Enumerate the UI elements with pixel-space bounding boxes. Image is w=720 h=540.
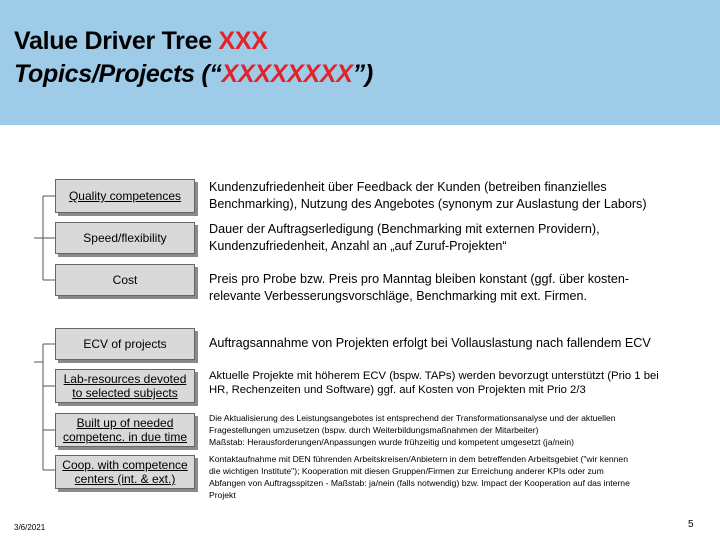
description-line: Auftragsannahme von Projekten erfolgt bei Vollauslastung nach fallendem ECV xyxy=(209,336,651,350)
driver-box-speed xyxy=(55,222,195,254)
description-line: Preis pro Probe bzw. Preis pro Manntag bleiben konstant (ggf. über kosten- xyxy=(209,272,630,286)
driver-box-ecv xyxy=(55,328,195,360)
description-line: Kundenzufriedenheit über Feedback der Kunden (betreiben finanzielles xyxy=(209,180,607,194)
description-line: Aktuelle Projekte mit höherem ECV (bspw. TAPs) werden bevorzugt unterstützt (Prio 1 bei xyxy=(209,370,659,382)
driver-description-speed xyxy=(209,221,709,255)
description-line: Abfangen von Auftragsspitzen - Maßstab: ja/nein (falls notwendig) bzw. Impact der Kooperation auf das interne xyxy=(209,478,630,488)
driver-description-built-up xyxy=(209,412,709,448)
driver-description-lab-resources xyxy=(209,369,709,397)
description-line: Fragestellungen umzusetzen (bspw. durch Weiterbildungsmaßnahmen der Mitarbeiter) xyxy=(209,425,539,435)
driver-label: Lab-resources devoted to selected subjects xyxy=(63,372,187,400)
description-line: Maßstab: Herausforderungen/Anpassungen wurde frühzeitig und kompetent umgesetzt (ja/nein) xyxy=(209,437,574,447)
subtitle-prefix: Topics/Projects (“ xyxy=(14,60,222,88)
description-line: relevante Verbesserungsvorschläge, Benchmarking mit ext. Firmen. xyxy=(209,289,587,303)
subtitle-suffix: ”) xyxy=(352,60,373,88)
description-line: Benchmarking), Nutzung des Angebotes (synonym zur Auslastung der Labors) xyxy=(209,197,647,211)
driver-label: Built up of needed competenc. in due time xyxy=(62,416,188,444)
driver-box-lab-resources xyxy=(55,369,195,403)
description-line: Dauer der Auftragserledigung (Benchmarking mit externen Providern), xyxy=(209,222,600,236)
footer-date: 3/6/2021 xyxy=(14,523,46,532)
driver-label: Coop. with competence centers (int. & ext.) xyxy=(62,458,188,486)
subtitle-highlight: XXXXXXXX xyxy=(221,60,353,88)
title-prefix: Value Driver Tree xyxy=(14,27,219,55)
driver-label: Quality competences xyxy=(68,189,182,203)
driver-label: ECV of projects xyxy=(83,337,167,351)
driver-box-quality xyxy=(55,179,195,213)
driver-description-coop xyxy=(209,453,709,501)
driver-description-quality xyxy=(209,179,709,213)
driver-box-cost xyxy=(55,264,195,296)
description-line: die wichtigen Institute"); Kooperation mit diesen Gruppen/Firmen zur Erreichung anderer KPIs oder zum xyxy=(209,466,604,476)
driver-description-ecv xyxy=(209,335,709,352)
driver-description-cost xyxy=(209,271,709,305)
description-line: Projekt xyxy=(209,490,236,500)
driver-box-built-up xyxy=(55,413,195,447)
driver-box-coop xyxy=(55,455,195,489)
description-line: Kontaktaufnahme mit DEN führenden Arbeitskreisen/Anbietern in dem betreffenden Arbeitsgebiet ("wir kennen xyxy=(209,454,628,464)
driver-label: Speed/flexibility xyxy=(83,231,167,245)
page-number: 5 xyxy=(688,519,694,530)
description-line: HR, Rechenzeiten und Software) ggf. auf Kosten von Projekten mit Prio 2/3 xyxy=(209,384,586,396)
driver-label: Cost xyxy=(112,273,138,287)
description-line: Die Aktualisierung des Leistungsangebotes ist entsprechend der Transformationsanalyse und der aktuellen xyxy=(209,413,616,423)
title-highlight: XXX xyxy=(218,27,268,55)
description-line: Kundenzufriedenheit, Anzahl an „auf Zuruf-Projekten“ xyxy=(209,239,507,253)
